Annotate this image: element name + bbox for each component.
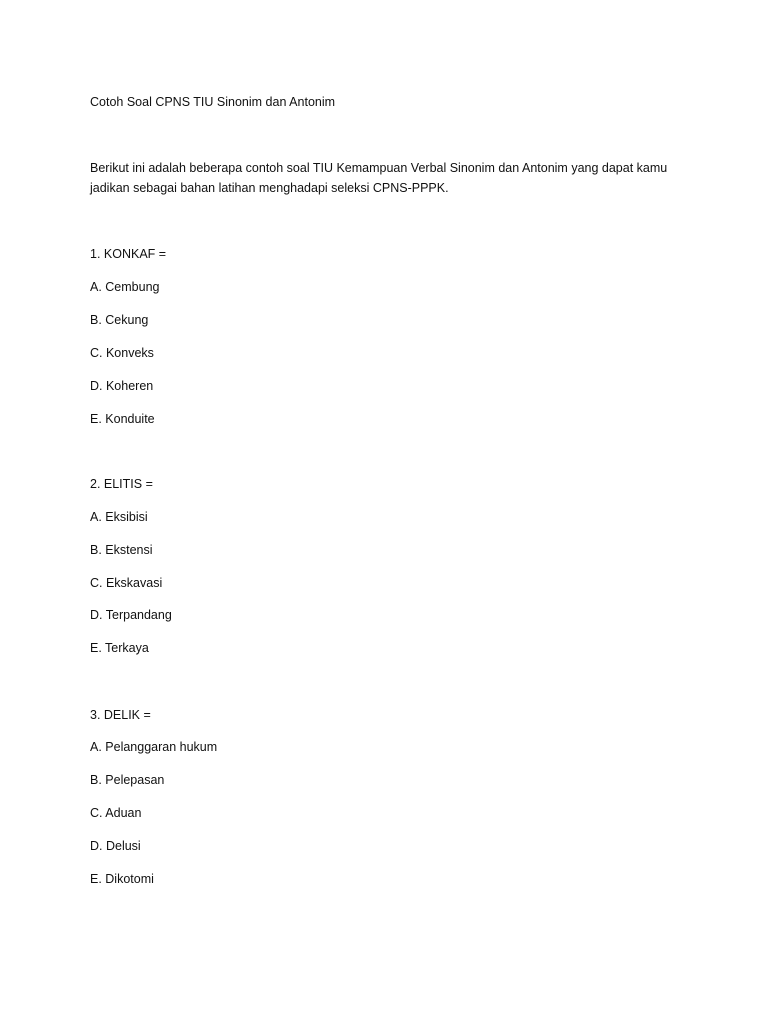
answer-option: C. Aduan xyxy=(90,806,142,820)
answer-option: C. Konveks xyxy=(90,346,154,360)
answer-option: C. Ekskavasi xyxy=(90,576,163,590)
intro-paragraph-line-1: Berikut ini adalah beberapa contoh soal TIU Kemampuan Verbal Sinonim dan Antonim yang dapat kamu xyxy=(90,161,668,175)
answer-option: B. Cekung xyxy=(90,313,149,327)
question-prompt: 1. KONKAF = xyxy=(90,247,167,261)
answer-option: B. Ekstensi xyxy=(90,543,153,557)
answer-option: D. Delusi xyxy=(90,839,141,853)
answer-option: E. Dikotomi xyxy=(90,872,154,886)
answer-option: D. Terpandang xyxy=(90,608,172,622)
answer-option: E. Terkaya xyxy=(90,641,149,655)
answer-option: B. Pelepasan xyxy=(90,773,165,787)
answer-option: E. Konduite xyxy=(90,412,155,426)
intro-paragraph-line-2: jadikan sebagai bahan latihan menghadapi seleksi CPNS-PPPK. xyxy=(90,181,449,195)
answer-option: D. Koheren xyxy=(90,379,154,393)
answer-option: A. Cembung xyxy=(90,280,160,294)
question-prompt: 3. DELIK = xyxy=(90,708,151,722)
answer-option: A. Eksibisi xyxy=(90,510,148,524)
question-prompt: 2. ELITIS = xyxy=(90,477,153,491)
document-title: Cotoh Soal CPNS TIU Sinonim dan Antonim xyxy=(90,95,336,109)
answer-option: A. Pelanggaran hukum xyxy=(90,740,218,754)
